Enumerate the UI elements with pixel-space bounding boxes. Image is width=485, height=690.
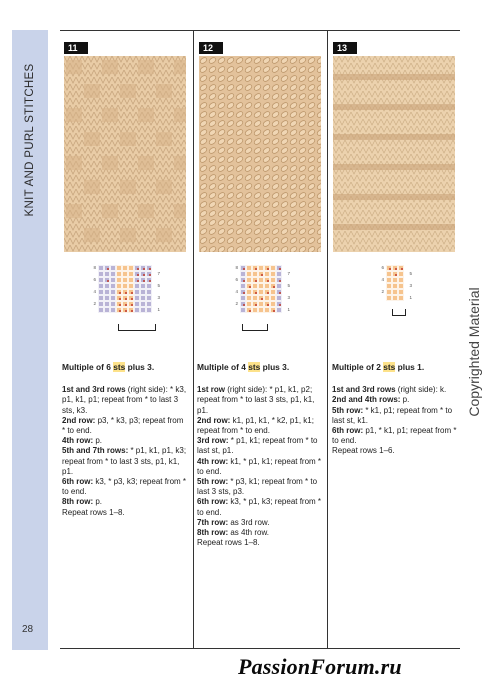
repeat-bracket (118, 324, 156, 331)
chart-row-number: 8 (93, 265, 96, 270)
multiple-line: Multiple of 4 sts plus 3. (197, 362, 290, 372)
purl-dot (279, 268, 282, 271)
instruction-row: 2nd and 4th rows: p. (332, 395, 410, 405)
purl-dot (119, 298, 122, 301)
purl-dot (131, 292, 134, 295)
purl-dot (255, 268, 258, 271)
purl-dot (243, 292, 246, 295)
purl-dot (255, 292, 258, 295)
instruction-row: 5th row: * p3, k1; repeat from * to last 3 sts, p3. (197, 477, 318, 497)
purl-dot (255, 304, 258, 307)
instruction-row: 4th row: p. (62, 436, 103, 446)
purl-dot (395, 268, 398, 271)
purl-dot (137, 280, 140, 283)
site-watermark: PassionForum.ru (238, 654, 402, 679)
chart-row-number: 3 (157, 295, 160, 300)
copyright-notice: Copyrighted Material (466, 287, 482, 417)
instruction-row: 8th row: as 4th row. (197, 528, 270, 538)
instruction-row: Repeat rows 1–8. (197, 538, 260, 548)
purl-dot (143, 268, 146, 271)
chart-row-number: 6 (235, 277, 238, 282)
instruction-row: 1st row (right side): * p1, k1, p2; repeat from * to last 3 sts, p1, k1, p1. (197, 385, 315, 415)
purl-dot (137, 274, 140, 277)
instruction-row: 5th and 7th rows: * p1, k1, p1, k3; repeat from * to last 3 sts, p1, k1, p1. (62, 446, 187, 476)
purl-dot (107, 280, 110, 283)
purl-dot (131, 298, 134, 301)
purl-dot (249, 286, 252, 289)
chart-row-number: 3 (409, 283, 412, 288)
instruction-row: 1st and 3rd rows (right side): k. (332, 385, 447, 395)
purl-dot (125, 298, 128, 301)
swatch-photo-11 (64, 56, 186, 252)
purl-dot (143, 280, 146, 283)
chart-cell (398, 295, 404, 301)
instructions-11 (62, 362, 188, 518)
purl-dot (149, 268, 152, 271)
purl-dot (125, 292, 128, 295)
purl-dot (249, 310, 252, 313)
purl-dot (137, 268, 140, 271)
top-rule (60, 30, 460, 31)
purl-dot (119, 310, 122, 313)
purl-dot (243, 268, 246, 271)
purl-dot (119, 304, 122, 307)
chart-row-number: 4 (93, 289, 96, 294)
purl-dot (395, 274, 398, 277)
purl-dot (143, 274, 146, 277)
instruction-row: 3rd row: * p1, k1; repeat from * to last st, p1. (197, 436, 318, 456)
chart-row-number: 4 (235, 289, 238, 294)
chart-row-number: 1 (287, 307, 290, 312)
bottom-rule (60, 648, 460, 649)
page-number: 28 (22, 624, 34, 635)
section-title: KNIT AND PURL STITCHES (24, 63, 36, 217)
purl-dot (401, 268, 404, 271)
chart-row-number: 3 (287, 295, 290, 300)
instruction-row: 7th row: as 3rd row. (197, 517, 270, 527)
stitch-chart-12 (232, 265, 302, 320)
pattern-number-badge: 12 (199, 42, 223, 54)
chart-row-number: 7 (287, 271, 290, 276)
multiple-line: Multiple of 2 sts plus 1. (332, 362, 425, 372)
instruction-row: 6th row: p1, * k1, p1; repeat from * to end. (332, 426, 457, 446)
instruction-row: Repeat rows 1–8. (62, 507, 125, 517)
stitch-chart-11 (90, 265, 170, 320)
chart-row-number: 8 (235, 265, 238, 270)
chart-cell (276, 307, 282, 313)
pattern-number-badge: 11 (64, 42, 88, 54)
purl-dot (149, 280, 152, 283)
chart-row-number: 6 (381, 265, 384, 270)
purl-dot (279, 292, 282, 295)
chart-row-number: 2 (381, 289, 384, 294)
instruction-row: Repeat rows 1–6. (332, 446, 395, 456)
instruction-row: 5th row: * k1, p1; repeat from * to last st, k1. (332, 405, 453, 425)
column-divider (193, 30, 194, 648)
purl-dot (243, 280, 246, 283)
column-divider (327, 30, 328, 648)
chart-row-number: 2 (235, 301, 238, 306)
chart-row-number: 5 (409, 271, 412, 276)
chart-row-number: 6 (93, 277, 96, 282)
chart-row-number: 1 (157, 307, 160, 312)
purl-dot (279, 304, 282, 307)
instruction-row: 4th row: k1, * p1, k1; repeat from * to end. (197, 456, 322, 476)
instruction-row: 6th row: k3, * p1, k3; repeat from * to end. (197, 497, 322, 517)
purl-dot (261, 298, 264, 301)
purl-dot (125, 304, 128, 307)
instruction-row: 1st and 3rd rows (right side): * k3, p1, k1, p1; repeat from * to last 3 sts, k3. (62, 385, 187, 415)
chart-row-number: 1 (409, 295, 412, 300)
stitch-chart-13 (378, 265, 418, 305)
purl-dot (243, 304, 246, 307)
chart-row-number: 5 (157, 283, 160, 288)
purl-dot (267, 280, 270, 283)
swatch-photo-13 (333, 56, 455, 252)
instruction-row: 2nd row: p3, * k3, p3; repeat from * to end. (62, 415, 184, 436)
purl-dot (125, 310, 128, 313)
repeat-bracket (392, 309, 406, 316)
multiple-line: Multiple of 6 sts plus 3. (62, 362, 155, 372)
pattern-number-badge: 13 (333, 42, 357, 54)
instructions-13 (332, 362, 458, 457)
purl-dot (279, 280, 282, 283)
repeat-bracket (242, 324, 268, 331)
purl-dot (389, 268, 392, 271)
purl-dot (107, 268, 110, 271)
purl-dot (273, 286, 276, 289)
purl-dot (119, 292, 122, 295)
purl-dot (267, 292, 270, 295)
purl-dot (131, 304, 134, 307)
purl-dot (267, 268, 270, 271)
chart-row-number: 4 (381, 277, 384, 282)
instruction-row: 6th row: k3, * p3, k3; repeat from * to end. (62, 477, 187, 497)
swatch-photo-12 (199, 56, 321, 252)
purl-dot (255, 280, 258, 283)
purl-dot (261, 274, 264, 277)
instructions-12 (197, 362, 323, 548)
chart-cell (146, 307, 152, 313)
purl-dot (149, 274, 152, 277)
chart-row-number: 7 (157, 271, 160, 276)
purl-dot (267, 304, 270, 307)
purl-dot (273, 310, 276, 313)
purl-dot (131, 310, 134, 313)
instruction-row: 2nd row: k1, p1, k1, * k2, p1, k1; repeat from * to end. (197, 415, 314, 436)
chart-row-number: 5 (287, 283, 290, 288)
chart-row-number: 2 (93, 301, 96, 306)
instruction-row: 8th row: p. (62, 497, 103, 507)
